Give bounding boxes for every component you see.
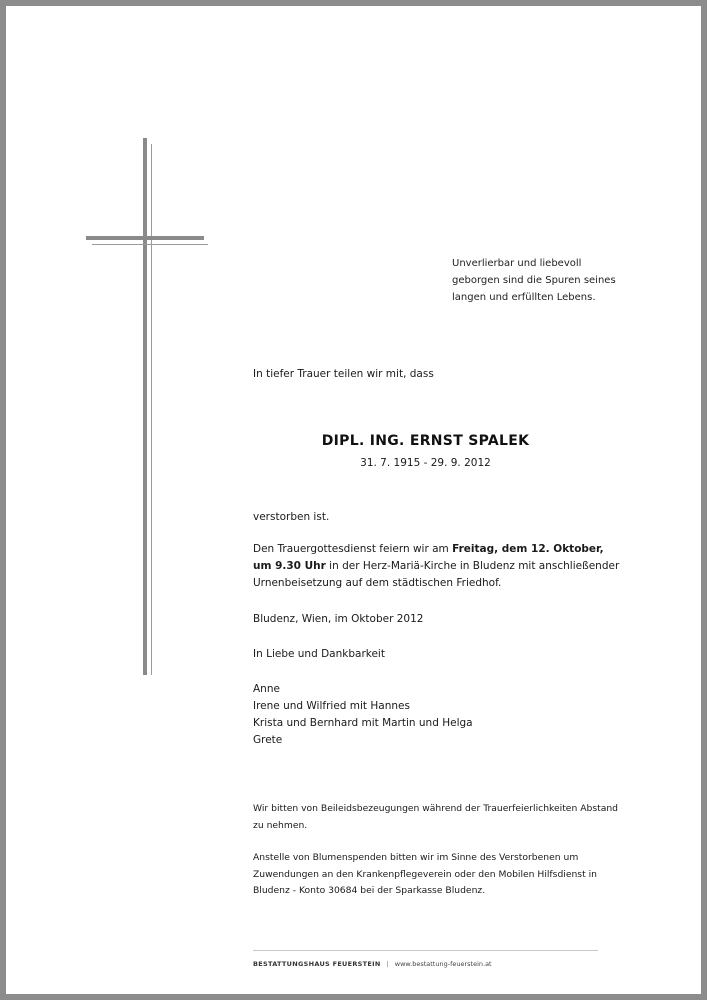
service-text: in der Herz-Mariä-Kirche in Bludenz mit anschließender [325,560,620,572]
motto-line: langen und erfüllten Lebens. [452,292,596,303]
footer [253,960,492,968]
passed-text: verstorben ist. [253,511,330,523]
family-member: Krista und Bernhard mit Martin und Helga [253,717,473,729]
footer-separator: | [386,960,389,968]
footer-company: BESTATTUNGSHAUS FEUERSTEIN [253,960,381,968]
service-text: Den Trauergottesdienst feiern wir am [253,543,453,555]
intro-text: In tiefer Trauer teilen wir mit, dass [253,368,434,380]
family-member: Grete [253,734,283,746]
cross-horizontal-bar [86,236,204,240]
service-time: um 9.30 Uhr [253,560,326,572]
service-line-1 [253,541,619,558]
service-date: Freitag, dem 12. Oktober, [452,543,604,555]
service-announcement [253,541,619,592]
donation-line: Bludenz - Konto 30684 bei der Sparkasse Bludenz. [253,885,486,896]
footer-website-link[interactable]: www.bestattung-feuerstein.at [394,960,492,968]
service-line-2 [253,558,619,575]
cross-vertical-line [151,144,152,675]
donation-line: Zuwendungen an den Krankenpflegeverein oder den Mobilen Hilfsdienst in [253,868,597,880]
family-list [253,681,473,749]
footer-divider [253,950,598,951]
donation-notice [253,850,597,900]
condolence-notice [253,801,618,834]
condolence-line: zu nehmen. [253,819,308,831]
cross-horizontal-line [92,244,208,245]
deceased-name: DIPL. ING. ERNST SPALEK [321,433,530,449]
motto-line: geborgen sind die Spuren seines [452,275,616,286]
cross-vertical-bar [143,138,147,675]
family-member: Anne [253,683,280,695]
closing-text: In Liebe und Dankbarkeit [253,648,385,660]
service-line-3: Urnenbeisetzung auf dem städtischen Friedhof. [253,577,502,589]
deceased-dates: 31. 7. 1915 - 29. 9. 2012 [360,457,491,469]
motto-line: Unverlierbar und liebevoll [452,258,582,269]
motto-verse [452,255,616,306]
donation-line: Anstelle von Blumenspenden bitten wir im Sinne des Verstorbenen um [253,852,579,863]
place-date: Bludenz, Wien, im Oktober 2012 [253,613,424,625]
condolence-line: Wir bitten von Beileidsbezeugungen während der Trauerfeierlichkeiten Abstand [253,803,618,814]
family-member: Irene und Wilfried mit Hannes [253,700,410,712]
